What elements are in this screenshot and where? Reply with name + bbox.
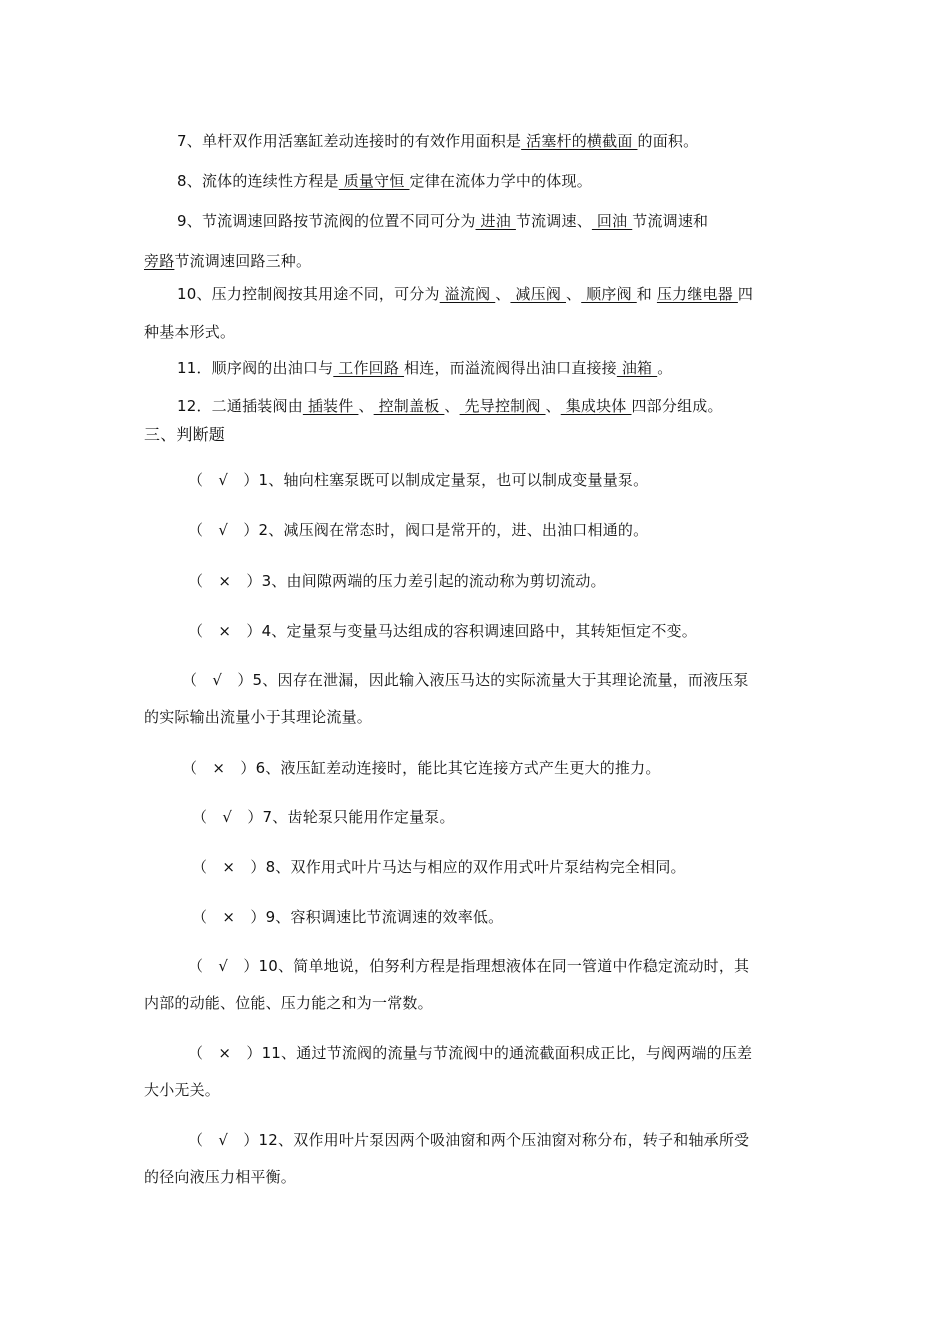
section-title: 三、判断题	[144, 425, 226, 444]
question-text: 、	[444, 397, 460, 415]
question-text: 12．二通插装阀由	[177, 397, 303, 415]
answer-blank: 溢流阀	[439, 285, 496, 303]
fill-in-12	[177, 396, 723, 416]
judgment-9-line-1: （ × ）9、容积调速比节流调速的效率低。	[192, 908, 504, 926]
judgment-11-line-2: 大小无关。	[144, 1081, 221, 1099]
question-text: 、	[495, 285, 511, 303]
judgment-4-line-1: （ × ）4、定量泵与变量马达组成的容积调速回路中，其转矩恒定不变。	[188, 622, 697, 640]
question-text: 、	[545, 397, 561, 415]
answer-blank: 进油	[475, 212, 516, 230]
answer-blank: 插装件	[302, 397, 359, 415]
judgment-2-line-1: （ √ ）2、减压阀在常态时，阀口是常开的，进、出油口相通的。	[188, 521, 649, 539]
judgment-8-line-1: （ × ）8、双作用式叶片马达与相应的双作用式叶片泵结构完全相同。	[192, 858, 686, 876]
answer-blank: 油箱	[616, 359, 658, 377]
fill-in-7	[177, 131, 698, 151]
question-text: 。	[657, 359, 673, 377]
answer-blank: 质量守恒	[338, 172, 410, 190]
answer-blank: 先导控制阀	[459, 397, 546, 415]
answer-blank: 工作回路	[333, 359, 405, 377]
judgment-5-line-2: 的实际输出流量小于其理论流量。	[144, 708, 373, 726]
judgment-10-line-1: （ √ ）10、简单地说，伯努利方程是指理想液体在同一管道中作稳定流动时，其	[188, 957, 750, 975]
question-text: 节流调速和	[632, 212, 709, 230]
answer-blank: 回油	[591, 212, 633, 230]
question-text: 四部分组成。	[631, 397, 723, 415]
question-text: 、	[358, 397, 374, 415]
answer-blank: 顺序阀	[581, 285, 637, 303]
judgment-5-line-1: （ √ ）5、因存在泄漏，因此输入液压马达的实际流量大于其理论流量，而液压泵	[182, 671, 749, 689]
judgment-12-line-1: （ √ ）12、双作用叶片泵因两个吸油窗和两个压油窗对称分布，转子和轴承所受	[188, 1131, 750, 1149]
judgment-6-line-1: （ × ）6、液压缸差动连接时，能比其它连接方式产生更大的推力。	[182, 759, 661, 777]
question-text: 7、单杆双作用活塞缸差动连接时的有效作用面积是	[177, 132, 522, 150]
fill-in-11	[177, 358, 672, 378]
fill-in-9-cont	[144, 251, 311, 271]
judgment-7-line-1: （ √ ）7、齿轮泵只能用作定量泵。	[192, 808, 455, 826]
question-text: 9、节流调速回路按节流阀的位置不同可分为	[177, 212, 476, 230]
question-text: 、	[566, 285, 582, 303]
question-text: 8、流体的连续性方程是	[177, 172, 339, 190]
answer-blank: 活塞杆的横截面	[521, 132, 638, 150]
answer-blank: 压力继电器	[656, 285, 738, 303]
answer-blank: 控制盖板	[373, 397, 445, 415]
question-text: 和	[636, 285, 657, 303]
question-text: 相连，而溢流阀得出油口直接接	[404, 359, 617, 377]
answer-blank: 减压阀	[510, 285, 566, 303]
fill-in-10-cont	[144, 322, 235, 342]
judgment-1-line-1: （ √ ）1、轴向柱塞泵既可以制成定量泵，也可以制成变量量泵。	[188, 471, 649, 489]
question-text: 四	[737, 285, 754, 303]
question-text: 的面积。	[637, 132, 699, 150]
question-text: 10、压力控制阀按其用途不同，可分为	[177, 285, 440, 303]
judgment-3-line-1: （ × ）3、由间隙两端的压力差引起的流动称为剪切流动。	[188, 572, 606, 590]
question-text: 定律在流体力学中的体现。	[409, 172, 592, 190]
judgment-12-line-2: 的径向液压力相平衡。	[144, 1168, 297, 1186]
fill-in-9	[177, 211, 708, 231]
fill-in-10	[177, 284, 753, 304]
judgment-11-line-1: （ × ）11、通过节流阀的流量与节流阀中的通流截面积成正比，与阀两端的压差	[188, 1044, 753, 1062]
answer-blank: 旁路	[144, 252, 175, 270]
question-text: 节流调速回路三种。	[174, 252, 312, 270]
judgment-10-line-2: 内部的动能、位能、压力能之和为一常数。	[144, 994, 433, 1012]
question-text: 种基本形式。	[144, 323, 236, 341]
question-text: 11．顺序阀的出油口与	[177, 359, 334, 377]
question-text: 节流调速、	[515, 212, 592, 230]
fill-in-8	[177, 171, 592, 191]
answer-blank: 集成块体	[560, 397, 632, 415]
